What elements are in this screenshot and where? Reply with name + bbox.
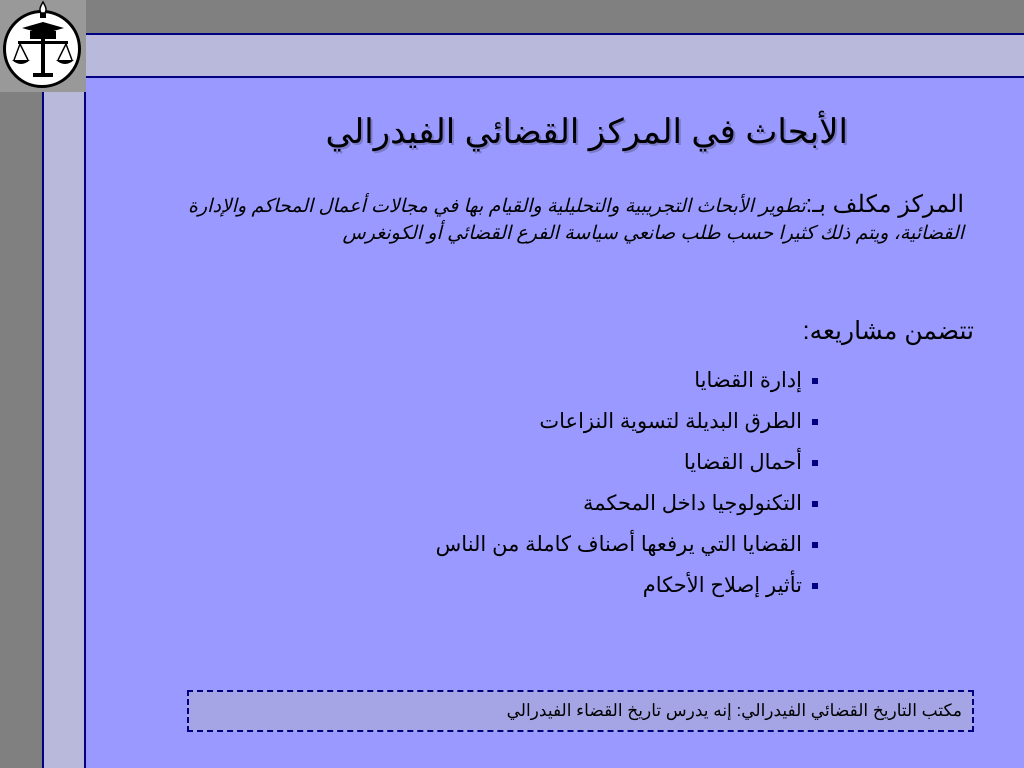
logo [0, 0, 86, 92]
projects-list [300, 360, 820, 606]
projects-heading: تتضمن مشاريعه: [802, 317, 974, 345]
bullet-icon [812, 583, 818, 589]
list-item-text: تأثير إصلاح الأحكام [642, 574, 802, 597]
list-item [300, 524, 820, 565]
bullet-icon [812, 378, 818, 384]
scales-of-justice-icon [0, 0, 86, 92]
list-item-text: إدارة القضايا [694, 369, 802, 392]
intro-label: المركز مكلف بـ: [805, 191, 964, 218]
bullet-icon [812, 542, 818, 548]
intro-text: تطوير الأبحاث التجريبية والتحليلية والقيام بها في مجالات أعمال المحاكم والإدارة القضائية، ويتم ذلك كثيرا حسب طلب صانعي سياسة الفرع القضائي أو الكونغرس [188, 196, 964, 244]
list-item [300, 565, 820, 606]
list-item [300, 483, 820, 524]
bullet-icon [812, 460, 818, 466]
list-item [300, 442, 820, 483]
list-item [300, 360, 820, 401]
list-item-text: أحمال القضايا [683, 451, 802, 474]
intro-paragraph [118, 192, 964, 248]
footer-note: مكتب التاريخ القضائي الفيدرالي: إنه يدرس تاريخ القضاء الفيدرالي [187, 690, 974, 732]
slide-title: الأبحاث في المركز القضائي الفيدرالي [325, 113, 848, 151]
bullet-icon [812, 501, 818, 507]
list-item-text: التكنولوجيا داخل المحكمة [583, 492, 802, 515]
list-item-text: الطرق البديلة لتسوية النزاعات [539, 410, 802, 433]
list-item [300, 401, 820, 442]
list-item-text: القضايا التي يرفعها أصناف كاملة من الناس [435, 533, 802, 556]
bullet-icon [812, 419, 818, 425]
